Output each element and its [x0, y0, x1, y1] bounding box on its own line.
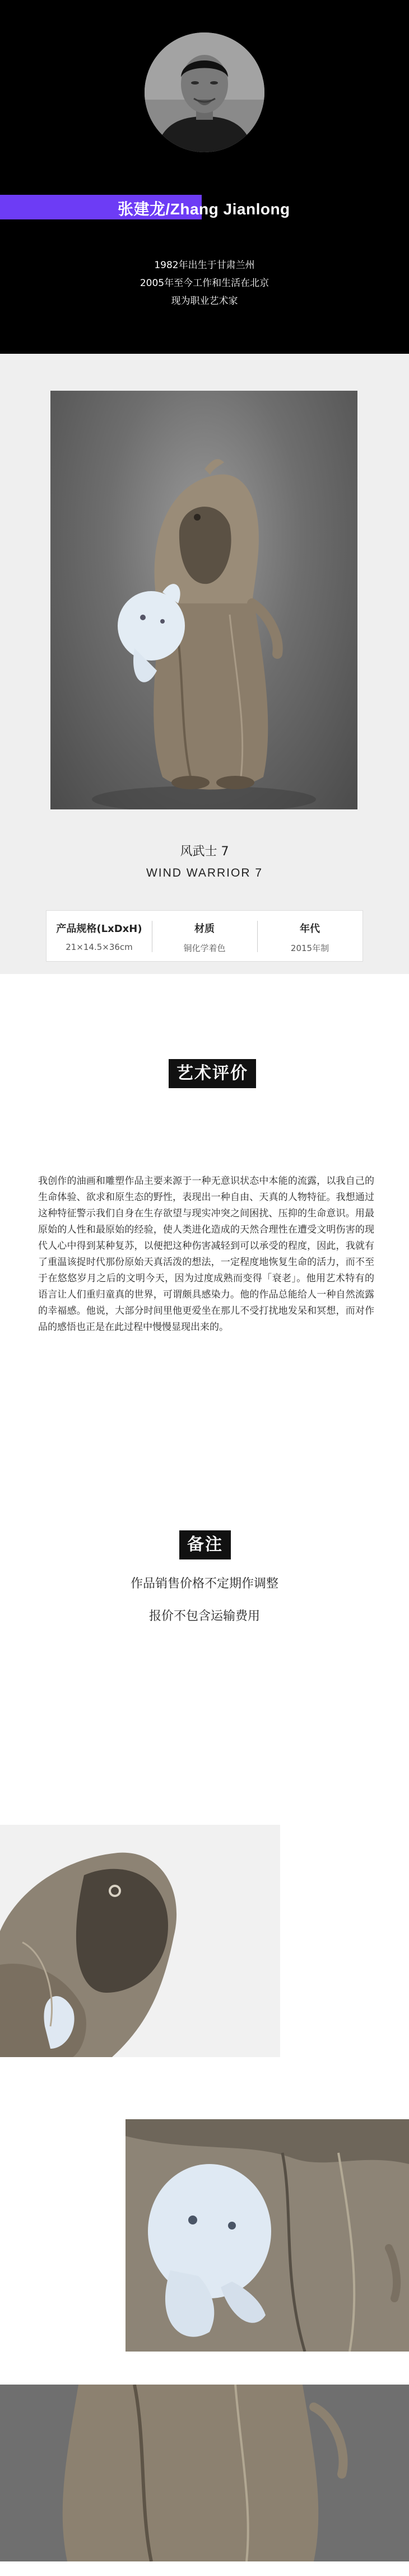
spec-value: 2015年制: [290, 943, 329, 953]
bio-line: 1982年出生于甘肃兰州: [154, 260, 255, 271]
detail-photo-robe: [0, 2385, 409, 2561]
artist-avatar: [145, 32, 264, 152]
artist-bio: [0, 256, 409, 310]
notes-heading: 备注: [179, 1530, 231, 1559]
spec-value: 21×14.5×36cm: [66, 942, 133, 952]
spec-label: 材质: [194, 923, 215, 935]
product-section: [0, 354, 409, 974]
note-line: 作品销售价格不定期作调整: [130, 1577, 278, 1591]
spec-value: 铜化学着色: [183, 943, 226, 953]
review-text: 我创作的油画和雕塑作品主要来源于一种无意识状态中本能的流露，以我自己的生命体验、欲求和原生态的野性，表现出一种自由、天真的人物特征。我想通过这种特征警示我们自身在生存欲望与现实冲突之间困扰、压抑的生命意识。用最原始的人性和最原始的经验，使人类进化造成的天然合理性在遭受文明伤害的现代人心中得到某种复苏，以便把这种伤害减轻到可以承受的程度，因此，我就有了重温该捉时代那份原始天真活泼的想法，一定程度地恢复生命的活力，而不至于在悠悠岁月之后的文明今天，因为过度成熟而变得「衰老」。他用艺术特有的语言让人们重归童真的世界，可谓颇具感染力。他的作品总能给人一种自然流露的幸福感。他说，大部分时间里他更爱坐在那儿不受打扰地发呆和冥想，而对作品的感悟也正是在此过程中慢慢显现出来的。: [38, 1175, 374, 1333]
bio-line: 现为职业艺术家: [171, 296, 238, 307]
review-heading: 艺术评价: [169, 1059, 256, 1088]
spec-material: [152, 911, 257, 961]
artist-header: [0, 0, 409, 354]
bio-line: 2005年至今工作和生活在北京: [140, 278, 269, 289]
spec-size: [47, 911, 152, 961]
spec-label: 产品规格(LxDxH): [56, 923, 142, 935]
detail-photo-bunny: [126, 2119, 409, 2352]
spec-label: 年代: [300, 923, 320, 935]
sculpture-photo: [50, 391, 357, 809]
spec-table: [46, 910, 363, 962]
artwork-title-en: WIND WARRIOR 7: [146, 867, 263, 879]
artist-name: 张建龙/Zhang Jianlong: [118, 200, 290, 218]
spec-year: [257, 911, 362, 961]
artwork-title-cn: 风武士 7: [180, 845, 229, 859]
detail-photo-hood: [0, 1825, 280, 2057]
note-line: 报价不包含运输费用: [148, 1609, 260, 1623]
